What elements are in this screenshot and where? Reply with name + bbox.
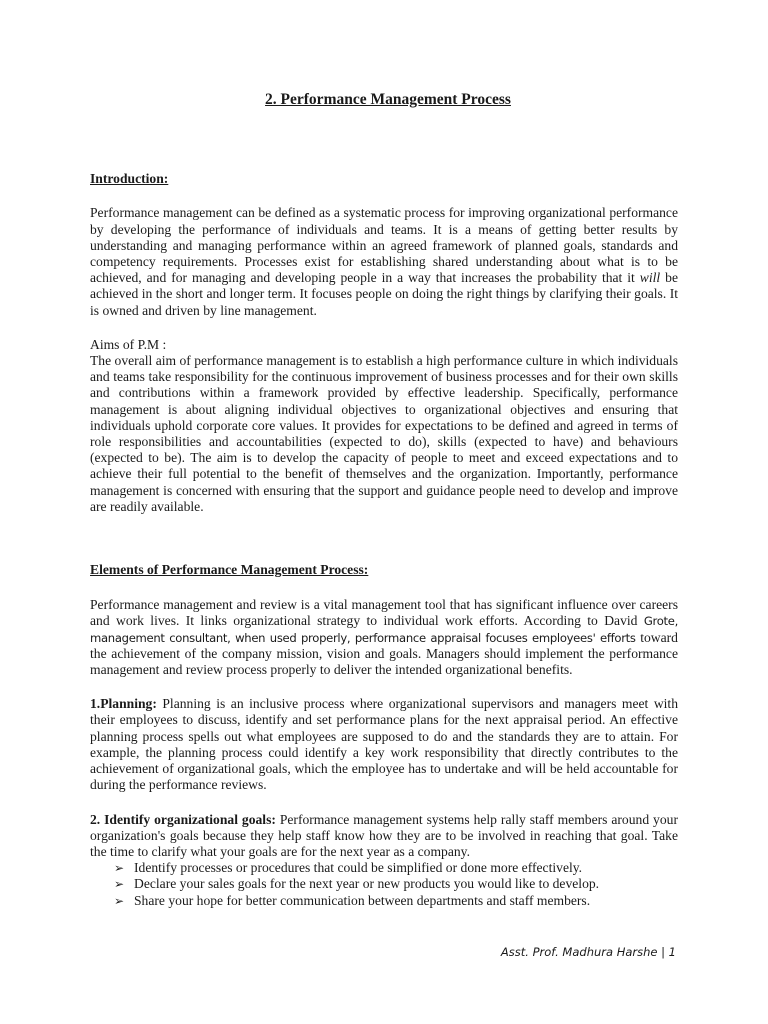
goals-label: 2. Identify organizational goals: [90,811,276,827]
list-item-text: Declare your sales goals for the next year or new products you would like to develop. [134,876,600,892]
planning-text: Planning is an inclusive process where organizational supervisors and managers meet with their employees to discuss, identify and set performance plans for the next appraisal period. An effective planning process spells out what employees are supposed to do and the standards they are to attain. For example, the planning process could identify a key work responsibility that directly contributes to the achievement of organizational goals, which the employee has to undertake and will be held accountable for during the performance reviews. [90,696,678,793]
introduction-text-emphasis: will [639,270,661,286]
arrow-bullet-icon: ➢ [114,861,125,876]
page-title: 2. Performance Management Process [265,91,511,108]
introduction-text-post: be achieved in the short and longer term. It focuses people on doing the right things by clarifying their goals. It is owned and driven by line management. [90,270,678,318]
goals-bullet-list [90,860,678,909]
arrow-bullet-icon: ➢ [114,893,125,908]
planning-label: 1.Planning: [90,696,157,712]
aims-paragraph: The overall aim of performance management is to establish a high performance culture in which individuals and teams take responsibility for the continuous improvement of business processes and for their own skills and contributions within a framework provided by effective leadership. Specifically, performance management is about aligning individual objectives to organizational objectives and ensuring that individuals uphold corporate core values. It provides for expectations to be defined and agreed in terms of role responsibilities and accountabilities (expected to do), skills (expected to have) and behaviours (expected to be). The aim is to develop the capacity of people to meet and exceed expectations and to achieve their full potential to the benefit of themselves and the organization. Importantly, performance management is concerned with ensuring that the support and guidance people need to develop and improve are readily available. [90,353,678,514]
goals-paragraph [90,812,678,861]
list-item-text: Share your hope for better communication between departments and staff members. [134,892,591,908]
goals-text: Performance management systems help rally staff members around your organization's goals because they help staff know how they are to be involved in reaching that goal. Take the time to clarify what your goals are for the next year as a company. [90,811,678,859]
introduction-text-pre: Performance management can be defined as a systematic process for improving organizational performance by developing the performance of individuals and teams. It is a means of getting better results by understanding and managing performance within an agreed framework of planned goals, standards and competency requirements. Processes exist for establishing shared understanding about what is to be achieved, and for managing and developing people in a way that increases the probability that it [90,205,678,286]
arrow-bullet-icon: ➢ [114,877,125,892]
introduction-paragraph [90,205,678,318]
introduction-heading: Introduction: [90,171,169,187]
elements-heading: Elements of Performance Management Process: [90,562,369,578]
elements-text-post: toward the achievement of the company mission, vision and goals. Managers should implement the performance management and review process properly to deliver the intended organizational benefits. [90,629,678,678]
list-item [114,860,678,876]
list-item [114,893,678,909]
page-footer: Asst. Prof. Madhura Harshe | 1 [500,945,676,959]
elements-paragraph [90,597,678,678]
aims-label: Aims of P.M : [90,336,167,352]
list-item-text: Identify processes or procedures that could be simplified or done more effectively. [134,860,583,876]
elements-text-quote: Grote, management consultant, when used properly, performance appraisal focuses employees' efforts [90,614,678,645]
list-item [114,876,678,892]
planning-paragraph [90,696,678,793]
elements-text-pre: Performance management and review is a vital management tool that has significant influence over careers and work lives. It links organizational strategy to individual work efforts. According to David [90,597,678,629]
